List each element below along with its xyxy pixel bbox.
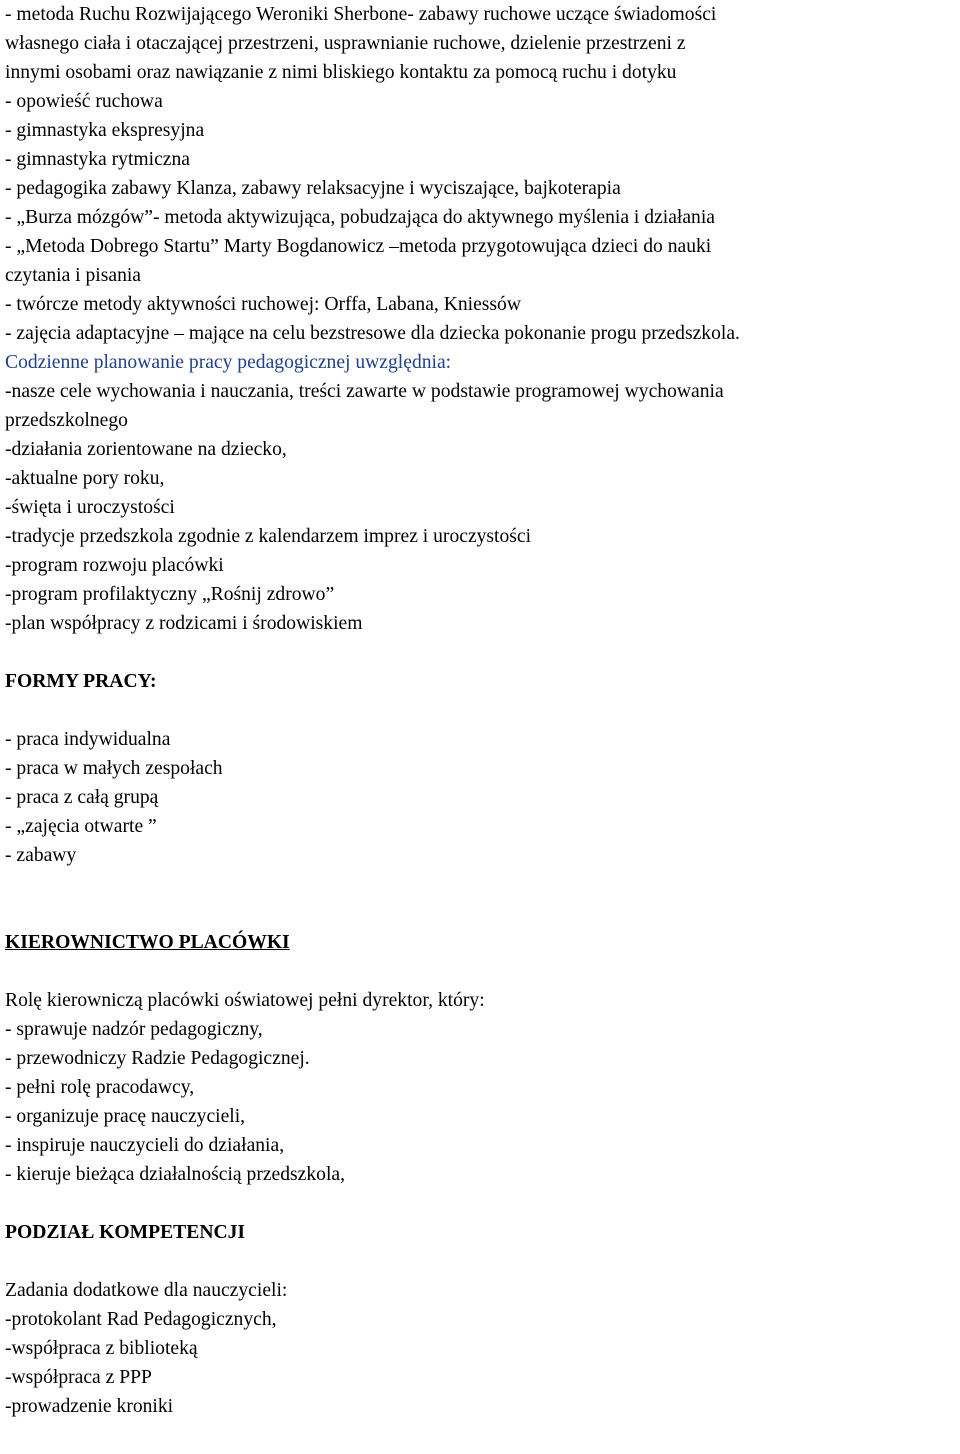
- forms-section: [5, 667, 957, 870]
- management-line: - organizuje pracę nauczycieli,: [5, 1106, 246, 1127]
- competences-heading: PODZIAŁ KOMPETENCJI: [5, 1222, 246, 1243]
- forms-heading: FORMY PRACY:: [5, 671, 157, 692]
- forms-line: - praca indywidualna: [5, 729, 171, 750]
- management-intro: Rolę kierowniczą placówki oświatowej pełni dyrektor, który:: [5, 990, 485, 1011]
- management-section: [5, 928, 957, 1189]
- management-line: - inspiruje nauczycieli do działania,: [5, 1135, 285, 1156]
- planning-line: -święta i uroczystości: [5, 497, 175, 518]
- methods-line: - twórcze metody aktywności ruchowej: Orffa, Labana, Kniessów: [5, 294, 521, 315]
- methods-line: czytania i pisania: [5, 265, 142, 286]
- competences-intro: Zadania dodatkowe dla nauczycieli:: [5, 1280, 288, 1301]
- methods-line: - „Metoda Dobrego Startu” Marty Bogdanowicz –metoda przygotowująca dzieci do nauki: [5, 236, 712, 257]
- spacer: [5, 1247, 957, 1276]
- spacer: [5, 638, 957, 667]
- forms-line: - praca w małych zespołach: [5, 758, 223, 779]
- spacer: [5, 870, 957, 899]
- management-line: - kieruje bieżąca działalnością przedszkola,: [5, 1164, 345, 1185]
- methods-line: innymi osobami oraz nawiązanie z nimi bliskiego kontaktu za pomocą ruchu i dotyku: [5, 62, 677, 83]
- planning-line: -działania zorientowane na dziecko,: [5, 439, 287, 460]
- methods-line: - metoda Ruchu Rozwijającego Weroniki Sherbone- zabawy ruchowe uczące świadomości: [5, 4, 717, 25]
- competences-line: -współpraca z PPP: [5, 1367, 152, 1388]
- planning-line: -aktualne pory roku,: [5, 468, 165, 489]
- document-page: [5, 0, 957, 1421]
- planning-line: -nasze cele wychowania i nauczania, treści zawarte w podstawie programowej wychowania: [5, 381, 724, 402]
- planning-line: -program rozwoju placówki: [5, 555, 224, 576]
- planning-line: -program profilaktyczny „Rośnij zdrowo”: [5, 584, 335, 605]
- planning-heading: Codzienne planowanie pracy pedagogicznej uwzględnia:: [5, 352, 452, 373]
- spacer: [5, 899, 957, 928]
- methods-line: - opowieść ruchowa: [5, 91, 163, 112]
- forms-line: - „zajęcia otwarte ”: [5, 816, 157, 837]
- spacer: [5, 957, 957, 986]
- forms-line: - zabawy: [5, 845, 77, 866]
- methods-line: - zajęcia adaptacyjne – mające na celu bezstresowe dla dziecka pokonanie progu przedszkola.: [5, 323, 740, 344]
- methods-line: - gimnastyka ekspresyjna: [5, 120, 205, 141]
- management-heading: KIEROWNICTWO PLACÓWKI: [5, 932, 290, 953]
- planning-line: -tradycje przedszkola zgodnie z kalendarzem imprez i uroczystości: [5, 526, 532, 547]
- planning-line: -plan współpracy z rodzicami i środowiskiem: [5, 613, 363, 634]
- competences-line: -protokolant Rad Pedagogicznych,: [5, 1309, 277, 1330]
- forms-line: - praca z całą grupą: [5, 787, 159, 808]
- competences-line: -prowadzenie kroniki: [5, 1396, 174, 1417]
- planning-section: [5, 348, 957, 638]
- planning-line: przedszkolnego: [5, 410, 128, 431]
- competences-section: [5, 1218, 957, 1421]
- methods-line: - pedagogika zabawy Klanza, zabawy relaksacyjne i wyciszające, bajkoterapia: [5, 178, 621, 199]
- spacer: [5, 1189, 957, 1218]
- management-line: - pełni rolę pracodawcy,: [5, 1077, 195, 1098]
- methods-list: [5, 0, 957, 348]
- management-line: - przewodniczy Radzie Pedagogicznej.: [5, 1048, 310, 1069]
- methods-line: - gimnastyka rytmiczna: [5, 149, 190, 170]
- management-line: - sprawuje nadzór pedagogiczny,: [5, 1019, 263, 1040]
- methods-line: - „Burza mózgów”- metoda aktywizująca, pobudzająca do aktywnego myślenia i działania: [5, 207, 715, 228]
- spacer: [5, 696, 957, 725]
- methods-line: własnego ciała i otaczającej przestrzeni, usprawnianie ruchowe, dzielenie przestrzeni z: [5, 33, 686, 54]
- competences-line: -współpraca z biblioteką: [5, 1338, 198, 1359]
